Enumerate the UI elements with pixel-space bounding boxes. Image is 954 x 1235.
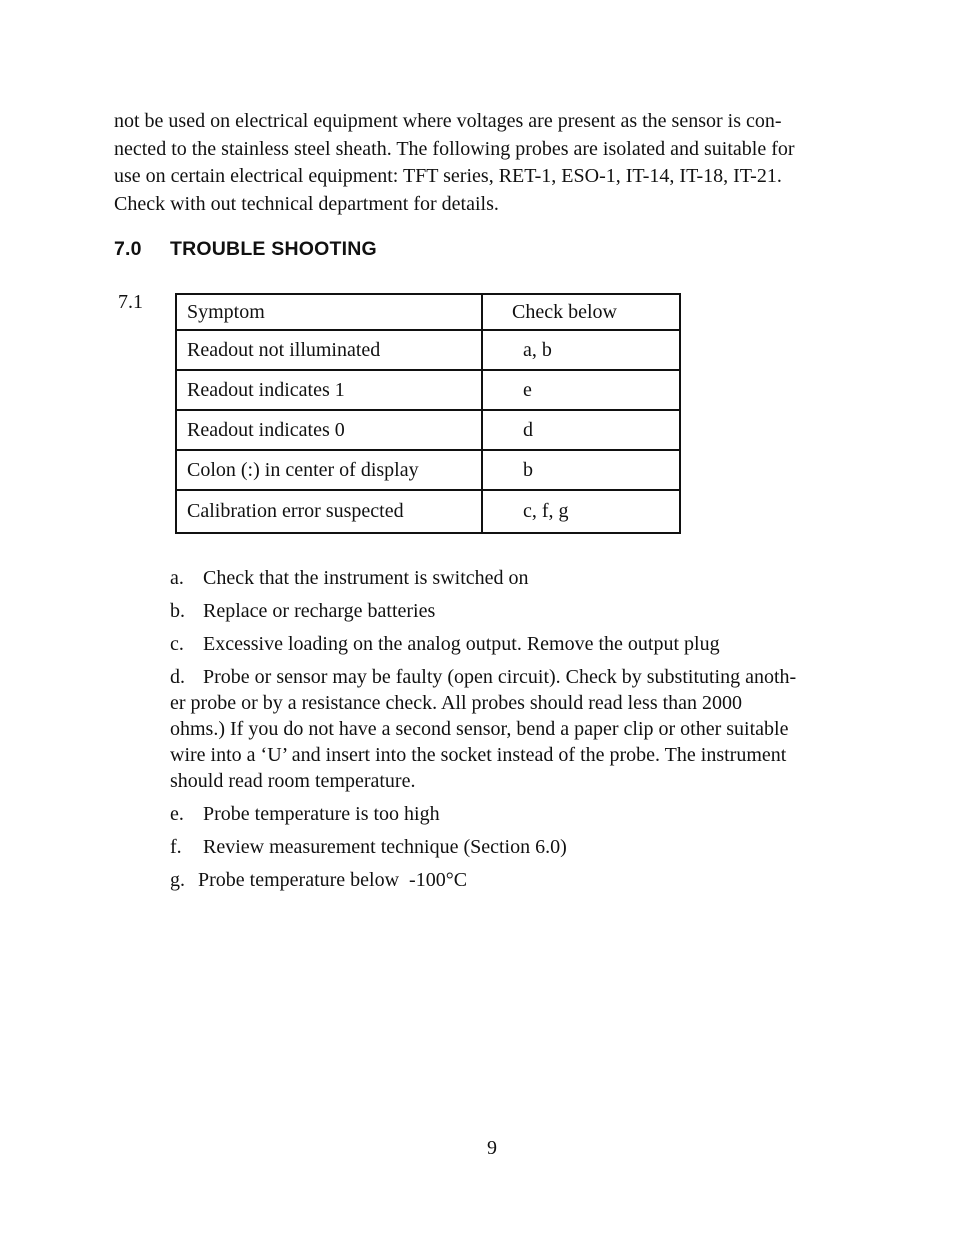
table-row [176, 490, 680, 533]
check-item-d [170, 664, 870, 794]
intro-line: not be used on electrical equipment where voltages are present as the sensor is con- [114, 110, 782, 132]
table-row [176, 410, 680, 450]
check-text-line: ohms.) If you do not have a second sensor, bend a paper clip or other suitable [170, 718, 789, 740]
check-letter: f. [170, 836, 182, 858]
check-cell: b [482, 450, 680, 490]
check-letter: c. [170, 633, 184, 655]
check-cell: a, b [482, 330, 680, 370]
check-text-line: Probe or sensor may be faulty (open circuit). Check by substituting anoth- [203, 666, 797, 688]
check-letter: e. [170, 803, 184, 825]
check-text: Review measurement technique (Section 6.0) [203, 836, 567, 858]
header-check-below: Check below [482, 294, 680, 330]
table-row [176, 370, 680, 410]
intro-line: Check with out technical department for details. [114, 192, 499, 215]
intro-paragraph [114, 108, 874, 218]
check-cell: c, f, g [482, 490, 680, 533]
table-row [176, 450, 680, 490]
check-text-line: should read room temperature. [170, 770, 416, 792]
subsection-number: 7.1 [118, 291, 143, 313]
check-text: Replace or recharge batteries [203, 600, 436, 622]
check-letter: d. [170, 666, 185, 688]
check-item-g [170, 867, 870, 893]
check-item-a [170, 565, 870, 591]
section-heading [114, 238, 377, 261]
check-cell: d [482, 410, 680, 450]
troubleshooting-table [175, 293, 681, 534]
page-number: 9 [487, 1137, 497, 1159]
check-letter: g. [170, 869, 185, 891]
check-text: Probe temperature below -100°C [198, 869, 468, 891]
intro-line: nected to the stainless steel sheath. The following probes are isolated and suitable for [114, 137, 795, 160]
intro-line: use on certain electrical equipment: TFT series, RET-1, ESO-1, IT-14, IT-18, IT-21. [114, 165, 782, 187]
section-number: 7.0 [114, 238, 142, 260]
check-letter: b. [170, 600, 185, 622]
check-text-line: er probe or by a resistance check. All probes should read less than 2000 [170, 692, 743, 714]
check-cell: e [482, 370, 680, 410]
table-header-row [176, 294, 680, 330]
check-letter: a. [170, 567, 184, 589]
check-text: Check that the instrument is switched on [203, 567, 529, 589]
header-symptom: Symptom [176, 294, 482, 330]
symptom-cell: Readout indicates 1 [176, 370, 482, 410]
symptom-cell: Readout not illuminated [176, 330, 482, 370]
symptom-cell: Calibration error suspected [176, 490, 482, 533]
check-text: Excessive loading on the analog output. Remove the output plug [203, 633, 720, 655]
check-item-b [170, 598, 870, 624]
symptom-cell: Readout indicates 0 [176, 410, 482, 450]
symptom-cell: Colon (:) in center of display [176, 450, 482, 490]
check-text: Probe temperature is too high [203, 803, 440, 825]
section-title: TROUBLE SHOOTING [170, 238, 377, 260]
check-list [170, 565, 870, 900]
check-text-line: wire into a ‘U’ and insert into the socket instead of the probe. The instrument [170, 744, 787, 766]
check-item-f [170, 834, 870, 860]
check-item-c [170, 631, 870, 657]
check-item-e [170, 801, 870, 827]
table-row [176, 330, 680, 370]
